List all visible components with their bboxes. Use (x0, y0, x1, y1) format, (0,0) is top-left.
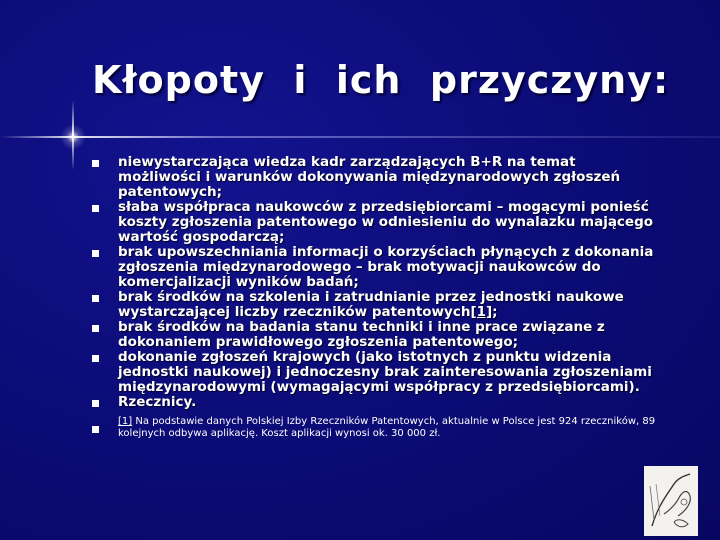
bullet-list (90, 155, 660, 440)
list-item (90, 155, 660, 200)
list-item (90, 350, 660, 395)
bullet-square-icon (92, 250, 99, 257)
list-item (90, 320, 660, 350)
list-item (90, 395, 660, 410)
list-item (90, 200, 660, 245)
bullet-square-icon (92, 355, 99, 362)
footnote-link[interactable]: [1] (470, 304, 493, 320)
bullet-square-icon (92, 400, 99, 407)
decorative-horizontal-line (0, 136, 720, 138)
bullet-text: brak środków na badania stanu techniki i inne prace związane z dokonaniem prawidłowego zgłoszenia patentowego; (118, 319, 605, 350)
sparkle-icon (58, 122, 88, 152)
footnote-marker[interactable]: [1] (118, 416, 133, 427)
bullet-text-with-ref (118, 290, 660, 320)
signature-logo-icon (644, 466, 698, 536)
logo (644, 466, 698, 536)
footnote-text: Na podstawie danych Polskiej Izby Rzeczników Patentowych, aktualnie w Polsce jest 924 rzeczników, 89 kolejnych odbywa aplikację. Koszt aplikacji wynosi ok. 30 000 zł. (118, 416, 656, 439)
bullet-square-icon (92, 426, 99, 433)
bullet-text: brak środków na szkolenia i zatrudnianie przez jednostki naukowe wystarczającej liczby rzeczników patentowych (118, 289, 624, 320)
slide-title: Kłopoty i ich przyczyny: (92, 58, 670, 102)
list-item (90, 416, 660, 440)
list-item (90, 245, 660, 290)
bullet-text: dokonanie zgłoszeń krajowych (jako istotnych z punktu widzenia jednostki naukowej) i jednoczesny brak zainteresowania zgłoszeniami międzynarodowymi (wymagającymi współpracy z przedsiębiorcami). (118, 349, 652, 395)
bullet-suffix: ; (492, 304, 498, 320)
bullet-text: niewystarczająca wiedza kadr zarządzających B+R na temat możliwości i warunków dokonywania międzynarodowych zgłoszeń patentowych; (118, 154, 621, 200)
bullet-text: brak upowszechniania informacji o korzyściach płynących z dokonania zgłoszenia międzynarodowego – brak motywacji naukowców do komercjalizacji wyników badań; (118, 244, 654, 290)
bullet-text: Rzecznicy. (118, 394, 197, 410)
bullet-square-icon (92, 325, 99, 332)
bullet-square-icon (92, 160, 99, 167)
bullet-text: słaba współpraca naukowców z przedsiębiorcami – mogącymi ponieść koszty zgłoszenia patentowego w odniesieniu do wynalazku mającego wartość gospodarczą; (118, 199, 654, 245)
footnote (118, 416, 660, 440)
bullet-square-icon (92, 205, 99, 212)
bullet-square-icon (92, 295, 99, 302)
list-item (90, 290, 660, 320)
